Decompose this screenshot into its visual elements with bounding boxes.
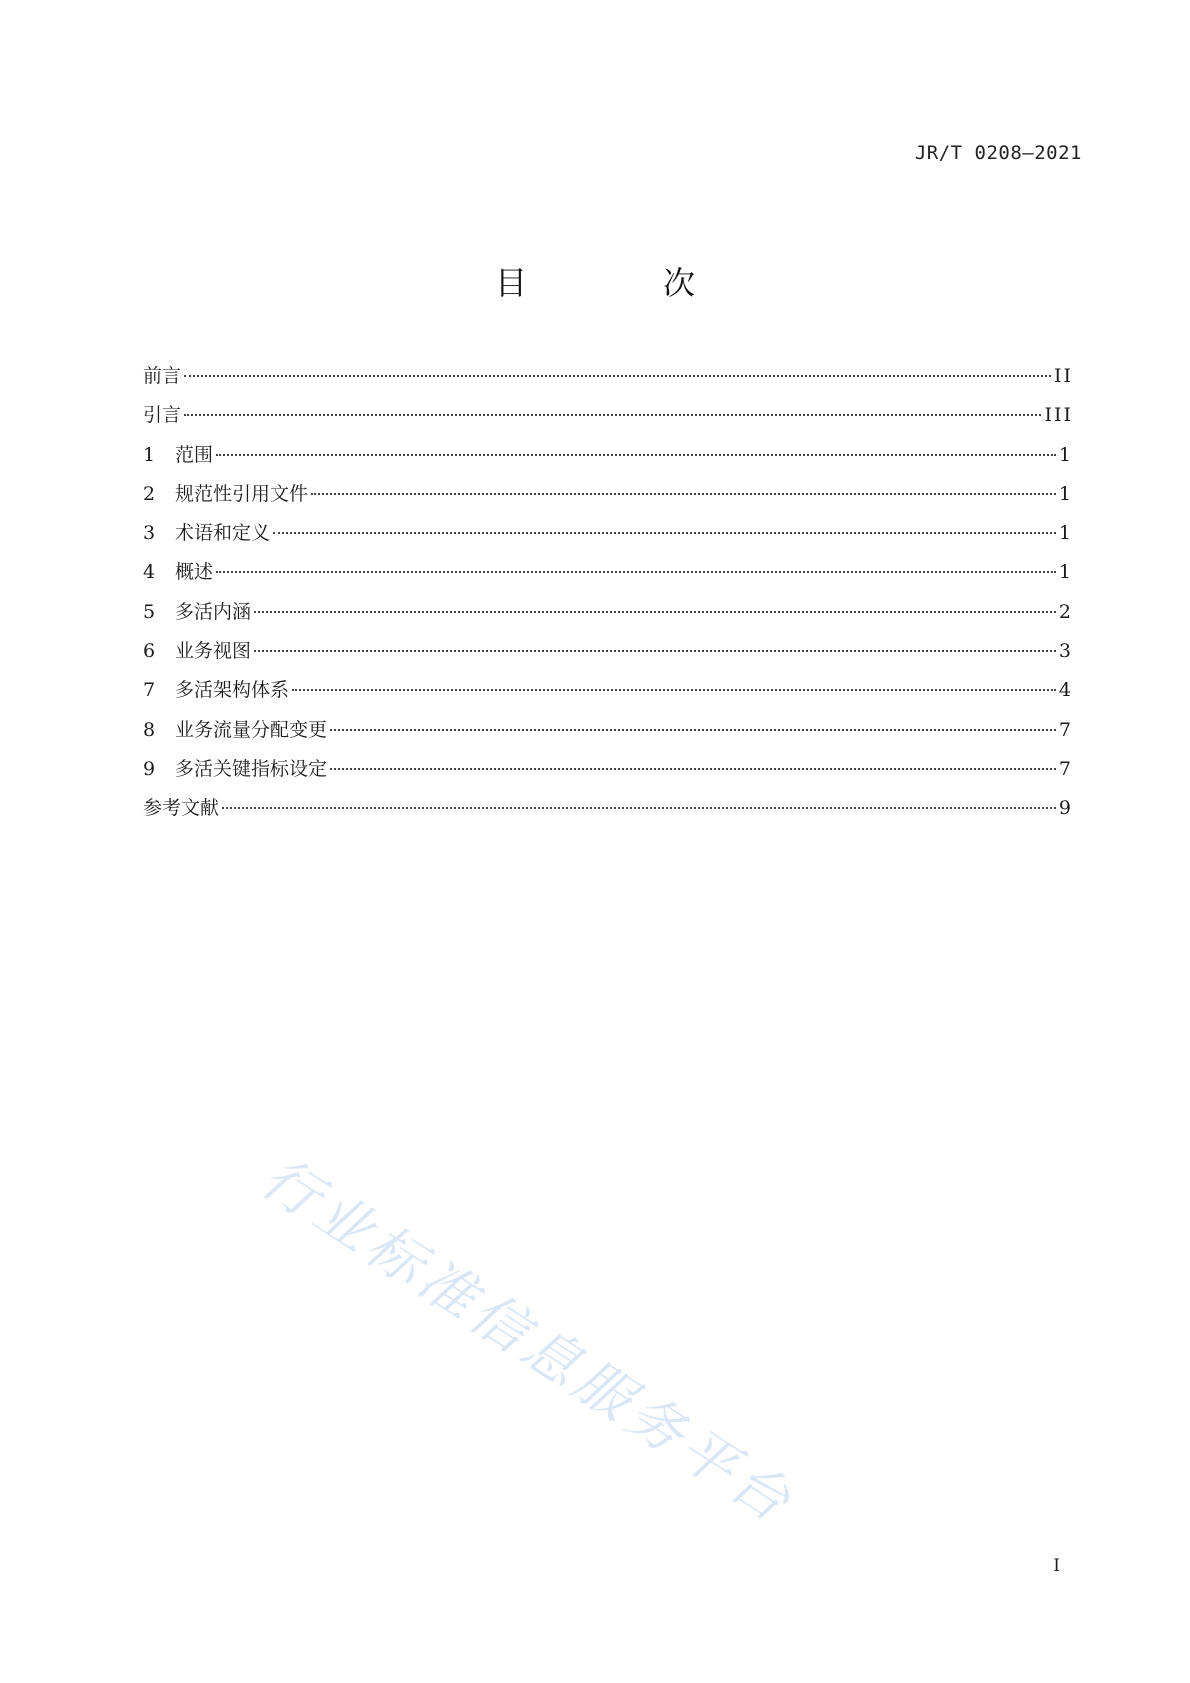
- toc-entry-label: 概述: [175, 561, 214, 584]
- toc-leader-dots: [184, 414, 1041, 416]
- toc-entry-number: 1: [143, 443, 156, 466]
- page-number: I: [1053, 1556, 1060, 1576]
- toc-entry-page: 1: [1058, 482, 1073, 505]
- toc-entry-number: 2: [143, 482, 156, 505]
- toc-entry-page: 2: [1058, 600, 1073, 623]
- toc-entry-page: III: [1044, 404, 1073, 427]
- toc-title: 目 次: [494, 264, 747, 302]
- toc-entry-label: 多活架构体系: [175, 679, 290, 702]
- watermark: 行业标准信息服务平台: [250, 1145, 806, 1538]
- toc-entry-label: 规范性引用文件: [175, 482, 309, 505]
- toc-leader-dots: [254, 611, 1056, 613]
- toc-leader-dots: [311, 493, 1056, 495]
- toc-entry-number: 9: [143, 757, 156, 780]
- toc-entry-page: 1: [1058, 522, 1073, 545]
- toc-entry-label: 前言: [143, 365, 182, 387]
- toc-entry-label: 多活内涵: [175, 600, 252, 623]
- toc-entry[interactable]: [143, 514, 1073, 553]
- toc-entry-number: 5: [143, 600, 156, 623]
- toc-leader-dots: [216, 454, 1056, 456]
- toc-entry[interactable]: [143, 553, 1073, 592]
- toc-entry-page: 1: [1058, 443, 1073, 466]
- toc-entry-number: 7: [143, 679, 156, 702]
- toc-entry[interactable]: [143, 711, 1073, 750]
- toc-entry-label: 参考文献: [143, 797, 220, 820]
- table-of-contents: [143, 357, 1073, 829]
- toc-entry[interactable]: [143, 789, 1073, 828]
- toc-entry-label: 范围: [175, 443, 214, 466]
- toc-entry-label: 多活关键指标设定: [175, 757, 328, 780]
- toc-entry-page: II: [1053, 365, 1073, 387]
- toc-entry-number: 6: [143, 640, 156, 663]
- toc-entry-number: 8: [143, 718, 156, 741]
- toc-entry-number: 3: [143, 522, 156, 545]
- toc-entry-page: 7: [1058, 757, 1073, 780]
- toc-entry-label: 业务视图: [175, 640, 252, 663]
- toc-entry-number: 4: [143, 561, 156, 584]
- toc-leader-dots: [330, 768, 1056, 770]
- toc-entry[interactable]: [143, 357, 1073, 396]
- toc-entry-label: 业务流量分配变更: [175, 718, 328, 741]
- toc-leader-dots: [184, 375, 1051, 377]
- toc-entry[interactable]: [143, 593, 1073, 632]
- toc-entry[interactable]: [143, 671, 1073, 710]
- toc-leader-dots: [292, 689, 1056, 691]
- toc-entry-page: 1: [1058, 561, 1073, 584]
- toc-entry-page: 3: [1058, 640, 1073, 663]
- toc-entry-label: 引言: [143, 404, 182, 427]
- toc-entry[interactable]: [143, 396, 1073, 435]
- toc-leader-dots: [216, 571, 1056, 573]
- toc-entry[interactable]: [143, 475, 1073, 514]
- toc-leader-dots: [273, 532, 1056, 534]
- toc-entry-page: 9: [1058, 797, 1073, 820]
- toc-entry[interactable]: [143, 436, 1073, 475]
- toc-entry[interactable]: [143, 750, 1073, 789]
- toc-entry-label: 术语和定义: [175, 522, 271, 545]
- toc-leader-dots: [330, 729, 1056, 731]
- toc-leader-dots: [222, 807, 1056, 809]
- toc-entry[interactable]: [143, 632, 1073, 671]
- toc-leader-dots: [254, 650, 1056, 652]
- document-code: JR/T 0208—2021: [914, 142, 1082, 164]
- toc-entry-page: 7: [1058, 718, 1073, 741]
- toc-entry-page: 4: [1058, 679, 1073, 702]
